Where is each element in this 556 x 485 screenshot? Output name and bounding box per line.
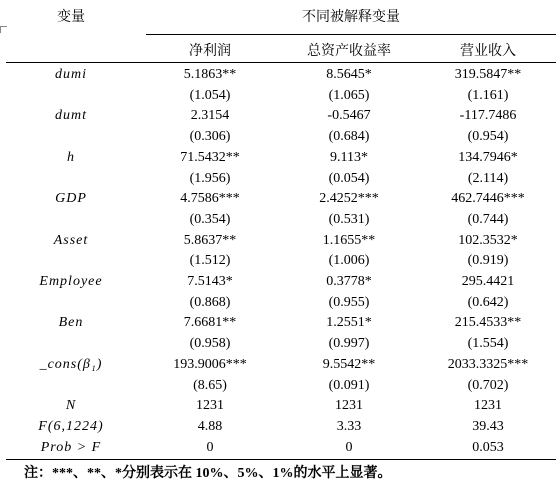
- statistic-cell: 3.33: [336, 419, 362, 434]
- standard-error-cell: (1.554): [467, 336, 509, 351]
- coefficient-cell: 5.8637**: [183, 233, 237, 248]
- statistic-cell: 1231: [474, 398, 502, 413]
- coefficient-cell: 2033.3325***: [447, 357, 529, 372]
- table-bottom-rule: [6, 459, 556, 460]
- coefficient-cell: 5.1863**: [183, 67, 237, 82]
- group-header: 不同被解释变量: [302, 8, 400, 24]
- variable-label: Employee: [39, 274, 103, 289]
- variable-label: Asset: [53, 233, 89, 248]
- coefficient-cell: 295.4421: [461, 274, 515, 289]
- coefficient-cell: 9.113*: [330, 150, 368, 165]
- standard-error-cell: (1.006): [328, 253, 370, 268]
- coefficient-cell: 0.3778*: [326, 274, 372, 289]
- standard-error-cell: (0.531): [328, 212, 370, 227]
- variable-label: dumi: [55, 67, 87, 82]
- coefficient-cell: 8.5645*: [326, 67, 372, 82]
- statistic-cell: 1231: [196, 398, 224, 413]
- statistic-cell: 0: [206, 440, 214, 455]
- standard-error-cell: (8.65): [193, 378, 227, 393]
- variable-label: h: [67, 150, 75, 165]
- standard-error-cell: (1.512): [189, 253, 231, 268]
- standard-error-cell: (1.161): [467, 88, 509, 103]
- statistic-label: F(6,1224): [38, 419, 104, 434]
- coefficient-cell: 319.5847**: [454, 67, 522, 82]
- coefficient-cell: 4.7586***: [180, 191, 240, 206]
- standard-error-cell: (0.954): [467, 129, 509, 144]
- standard-error-cell: (0.354): [189, 212, 231, 227]
- coefficient-cell: 462.7446***: [451, 191, 525, 206]
- standard-error-cell: (0.744): [467, 212, 509, 227]
- table-note: 注：***、**、*分别表示在 10%、5%、1%的水平上显著。: [24, 466, 392, 481]
- standard-error-cell: (0.054): [328, 171, 370, 186]
- standard-error-cell: (1.956): [189, 171, 231, 186]
- header-bottom-rule: [6, 62, 556, 63]
- standard-error-cell: (1.054): [189, 88, 231, 103]
- corner-marker: [0, 26, 7, 33]
- statistic-cell: 1231: [335, 398, 363, 413]
- standard-error-cell: (2.114): [467, 171, 509, 186]
- standard-error-cell: (0.091): [328, 378, 370, 393]
- statistic-cell: 0: [345, 440, 353, 455]
- coefficient-cell: -0.5467: [327, 108, 371, 123]
- standard-error-cell: (0.306): [189, 129, 231, 144]
- coefficient-cell: 102.3532*: [458, 233, 518, 248]
- subheader-rule: [146, 34, 556, 35]
- coefficient-cell: 1.2551*: [326, 315, 372, 330]
- standard-error-cell: (0.642): [467, 295, 509, 310]
- coefficient-cell: 1.1655**: [322, 233, 376, 248]
- column-header-roa: 总资产收益率: [307, 42, 391, 58]
- coefficient-cell: 215.4533**: [454, 315, 522, 330]
- standard-error-cell: (0.702): [467, 378, 509, 393]
- coefficient-cell: 71.5432**: [180, 150, 240, 165]
- standard-error-cell: (0.997): [328, 336, 370, 351]
- coefficient-cell: 7.6681**: [183, 315, 237, 330]
- coefficient-cell: 193.9006***: [173, 357, 247, 372]
- coefficient-cell: 2.3154: [190, 108, 230, 123]
- statistic-label: N: [65, 398, 77, 413]
- standard-error-cell: (0.958): [189, 336, 231, 351]
- standard-error-cell: (0.919): [467, 253, 509, 268]
- coefficient-cell: 7.5143*: [187, 274, 233, 289]
- coefficient-cell: 9.5542**: [322, 357, 376, 372]
- statistic-cell: 4.88: [197, 419, 223, 434]
- standard-error-cell: (1.065): [328, 88, 370, 103]
- column-header-revenue: 营业收入: [460, 42, 516, 58]
- coefficient-cell: 134.7946*: [458, 150, 518, 165]
- column-header-net-profit: 净利润: [189, 42, 231, 58]
- standard-error-cell: (0.868): [189, 295, 231, 310]
- coefficient-cell: 2.4252***: [319, 191, 379, 206]
- variable-label: _cons(β₁): [39, 357, 103, 372]
- coefficient-cell: -117.7486: [459, 108, 517, 123]
- variable-label: GDP: [55, 191, 87, 206]
- statistic-cell: 0.053: [472, 440, 504, 455]
- variable-label: Ben: [58, 315, 84, 330]
- statistic-label: Prob > F: [40, 440, 102, 455]
- standard-error-cell: (0.684): [328, 129, 370, 144]
- variable-label: dumt: [55, 108, 87, 123]
- statistic-cell: 39.43: [472, 419, 504, 434]
- standard-error-cell: (0.955): [328, 295, 370, 310]
- variable-header: 变量: [57, 8, 85, 24]
